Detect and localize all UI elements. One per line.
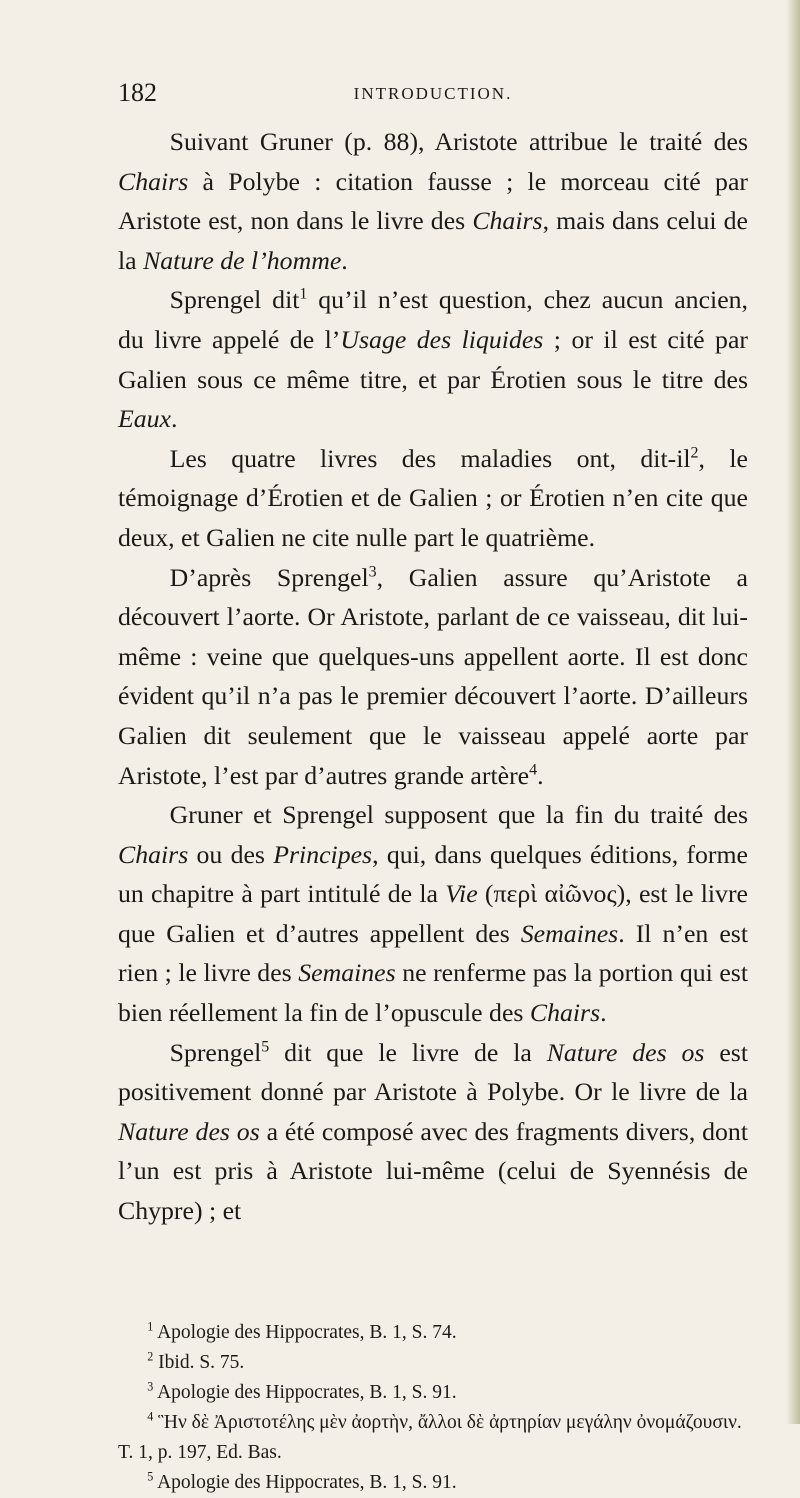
- text-run: ne renferme pas la portion qui est bien réellement la fin de l’opuscule des: [118, 958, 748, 1028]
- text-run: Les quatre livres des maladies ont, dit-il: [169, 443, 691, 473]
- text-run: .: [537, 760, 544, 790]
- italic-title: Nature de l’homme: [143, 245, 342, 275]
- text-run: , mais dans celui de la: [118, 206, 748, 275]
- footnote-ref: 3: [368, 562, 377, 580]
- text-run: à Polybe : citation fausse ; le morceau cité par Aristote est, non dans le livre des: [118, 166, 748, 236]
- running-title: INTRODUCTION.: [353, 84, 513, 103]
- footnote-mark: 5: [147, 1469, 154, 1484]
- text-run: ; or il est cité par Galien sous ce même titre, et par Érotien sous le titre des: [118, 324, 748, 394]
- italic-title: Usage des liquides: [340, 324, 544, 354]
- footnote: [118, 1468, 748, 1498]
- footnote: [118, 1348, 748, 1378]
- footnote-mark: 1: [147, 1319, 154, 1334]
- paragraph: [118, 1033, 748, 1231]
- text-run: , le témoignage d’Érotien et de Galien ; or Érotien n’en cite que deux, et Galien ne cite nulle part le quatrième.: [118, 443, 748, 552]
- text-run: .: [341, 245, 348, 275]
- footnote: [118, 1408, 748, 1468]
- footnote-ref: 1: [299, 285, 308, 303]
- paragraph: [118, 280, 748, 438]
- footnotes: [118, 1318, 748, 1498]
- footnote: [118, 1318, 748, 1348]
- italic-title: Eaux: [118, 404, 172, 434]
- italic-title: Chairs: [472, 206, 543, 236]
- text-run: .: [171, 404, 178, 434]
- footnote-mark: 2: [147, 1349, 154, 1364]
- text-run: , qui, dans quelques éditions, forme un chapitre à part intitulé de la: [118, 839, 748, 909]
- footnote: [118, 1378, 748, 1408]
- footnote-text: Ἣν δὲ Ἀριστοτέλης μὲν ἀορτὴν, ἄλλοι δὲ ἀρτηρίαν μεγάλην ὀνομάζουσιν. T. 1, p. 197, Ed. Bas.: [118, 1412, 742, 1463]
- italic-title: Chairs: [118, 839, 189, 869]
- text-run: . Il n’en est rien ; le livre des: [118, 918, 748, 988]
- page-header: [118, 78, 748, 112]
- text-run: , Galien assure qu’Aristote a découvert l’aorte. Or Aristote, parlant de ce vaisseau, dit lui-même : veine que quelques-uns appellent aorte. Il est donc évident qu’il n’a pas le premier découvert l’aorte. D’ailleurs Galien dit seulement que le vaisseau appelé aorte par Aristote, l’est par d’autres grande artère: [118, 562, 748, 790]
- text-run: a été composé avec des fragments divers, dont l’un est pris à Aristote lui-même (celui de Syennésis de Chypre) ; et: [118, 1116, 748, 1226]
- text-run: dit que le livre de la: [269, 1037, 547, 1067]
- footnote-ref: 4: [529, 760, 538, 778]
- italic-title: Semaines: [520, 918, 619, 948]
- page-edge-shading: [786, 0, 800, 1424]
- text-run: Gruner et Sprengel supposent que la fin du traité des: [169, 800, 748, 830]
- italic-title: Chairs: [529, 998, 601, 1028]
- text-run: .: [600, 998, 607, 1028]
- footnote-text: Apologie des Hippocrates, B. 1, S. 74.: [153, 1322, 457, 1343]
- footnote-text: Ibid. S. 75.: [153, 1352, 245, 1373]
- text-run: Sprengel dit: [169, 285, 300, 315]
- italic-title: Chairs: [118, 166, 189, 196]
- paragraph: [118, 439, 748, 558]
- text-run: qu’il n’est question, chez aucun ancien, du livre appelé de l’: [118, 285, 748, 354]
- page-number: 182: [118, 78, 157, 107]
- italic-title: Principes: [273, 839, 373, 869]
- italic-title: Semaines: [298, 958, 396, 988]
- text-run: Sprengel: [169, 1037, 262, 1067]
- italic-title: Vie: [445, 879, 478, 909]
- text-run: ou des: [188, 839, 274, 869]
- footnote-mark: 3: [147, 1379, 154, 1394]
- text-run: D’après Sprengel: [169, 562, 369, 592]
- paragraph: [118, 795, 748, 1033]
- footnote-ref: 5: [261, 1038, 270, 1056]
- main-text: [118, 122, 748, 1231]
- text-run: est positivement donné par Aristote à Polybe. Or le livre de la: [118, 1037, 748, 1107]
- footnote-mark: 4: [147, 1409, 154, 1424]
- paragraph: [118, 122, 748, 280]
- footnote-text: Apologie des Hippocrates, B. 1, S. 91.: [153, 1472, 457, 1493]
- text-run: (περὶ αἰῶνος), est le livre que Galien et d’autres appellent des: [118, 879, 748, 948]
- footnote-ref: 2: [690, 444, 699, 462]
- italic-title: Nature des os: [118, 1116, 260, 1146]
- paragraph: [118, 558, 748, 796]
- footnote-text: Apologie des Hippocrates, B. 1, S. 91.: [153, 1382, 457, 1403]
- text-run: Suivant Gruner (p. 88), Aristote attribue le traité des: [169, 127, 748, 156]
- italic-title: Nature des os: [546, 1037, 705, 1067]
